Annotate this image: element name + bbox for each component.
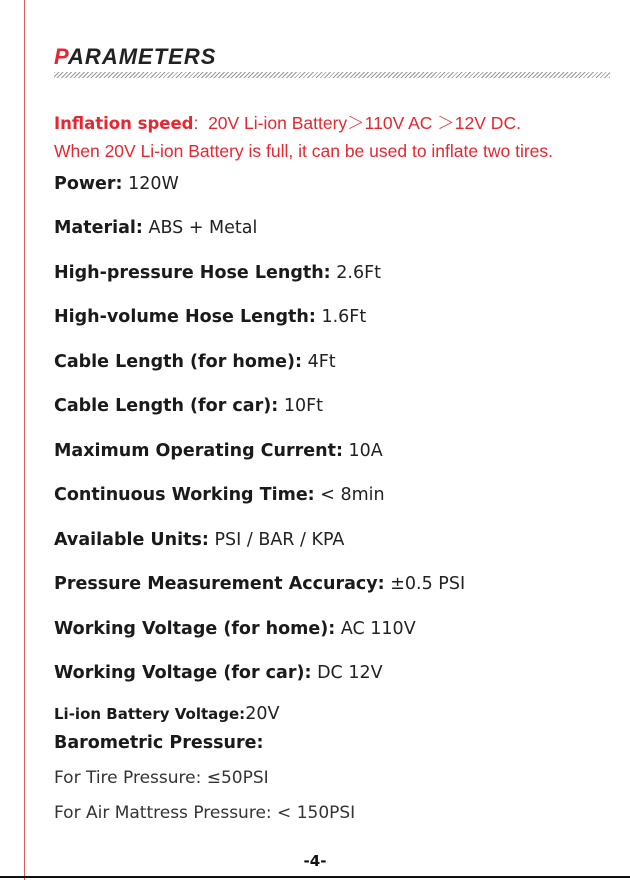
inflation-speed-value: 20V Li-ion Battery＞110V AC ＞12V DC.	[208, 113, 521, 133]
param-key: Available Units:	[54, 530, 209, 550]
param-value: 20V	[245, 704, 280, 724]
inflation-speed-label: Inflation speed	[54, 114, 194, 133]
param-key: High-pressure Hose Length:	[54, 263, 331, 283]
param-power	[54, 174, 179, 194]
param-key: Working Voltage (for car):	[54, 663, 312, 683]
param-working-time	[54, 485, 385, 505]
param-key: Maximum Operating Current:	[54, 441, 343, 461]
param-high-pressure-hose	[54, 263, 381, 283]
param-key: Power:	[54, 174, 123, 194]
param-value: PSI / BAR / KPA	[214, 530, 345, 550]
heading-first-letter: P	[54, 44, 69, 69]
param-value: ±0.5 PSI	[390, 574, 466, 594]
param-battery-voltage	[54, 704, 279, 724]
heading-rest: ARAMETERS	[68, 44, 217, 69]
param-key: Material:	[54, 218, 143, 238]
param-accuracy	[54, 574, 465, 594]
inflation-note: When 20V Li-ion Battery is full, it can be used to inflate two tires.	[54, 141, 553, 161]
param-value: 4Ft	[307, 352, 336, 372]
param-key: Cable Length (for car):	[54, 396, 279, 416]
page-heading	[54, 44, 216, 70]
param-key: Pressure Measurement Accuracy:	[54, 574, 385, 594]
param-high-volume-hose	[54, 307, 366, 327]
param-key: Continuous Working Time:	[54, 485, 315, 505]
bottom-rule	[0, 876, 630, 878]
param-material	[54, 218, 257, 238]
page-number: -4-	[303, 852, 327, 870]
barometric-heading	[54, 733, 263, 753]
param-value: 10A	[348, 441, 383, 461]
param-value: AC 110V	[340, 619, 416, 639]
param-value: 120W	[128, 174, 179, 194]
param-value: DC 12V	[317, 663, 383, 683]
param-key: Li-ion Battery Voltage:	[54, 705, 246, 723]
inflation-speed-line	[54, 110, 521, 135]
param-value: 10Ft	[283, 396, 324, 416]
param-key: High-volume Hose Length:	[54, 307, 316, 327]
barometric-tire: For Tire Pressure: ≤50PSI	[54, 768, 269, 788]
param-key: Cable Length (for home):	[54, 352, 302, 372]
barometric-mattress: For Air Mattress Pressure: < 150PSI	[54, 803, 356, 823]
param-value: 2.6Ft	[336, 263, 382, 283]
param-cable-home	[54, 352, 336, 372]
heading-hatch-divider	[54, 72, 610, 78]
param-voltage-car	[54, 663, 383, 683]
param-cable-car	[54, 396, 323, 416]
param-units	[54, 530, 344, 550]
left-margin-rule	[24, 0, 25, 880]
param-max-current	[54, 441, 383, 461]
param-value: < 8min	[320, 485, 385, 505]
param-voltage-home	[54, 619, 416, 639]
inflation-speed-separator: :	[193, 113, 199, 133]
barometric-label: Barometric Pressure:	[54, 733, 264, 753]
param-value: 1.6Ft	[321, 307, 367, 327]
param-key: Working Voltage (for home):	[54, 619, 336, 639]
param-value: ABS + Metal	[148, 218, 258, 238]
